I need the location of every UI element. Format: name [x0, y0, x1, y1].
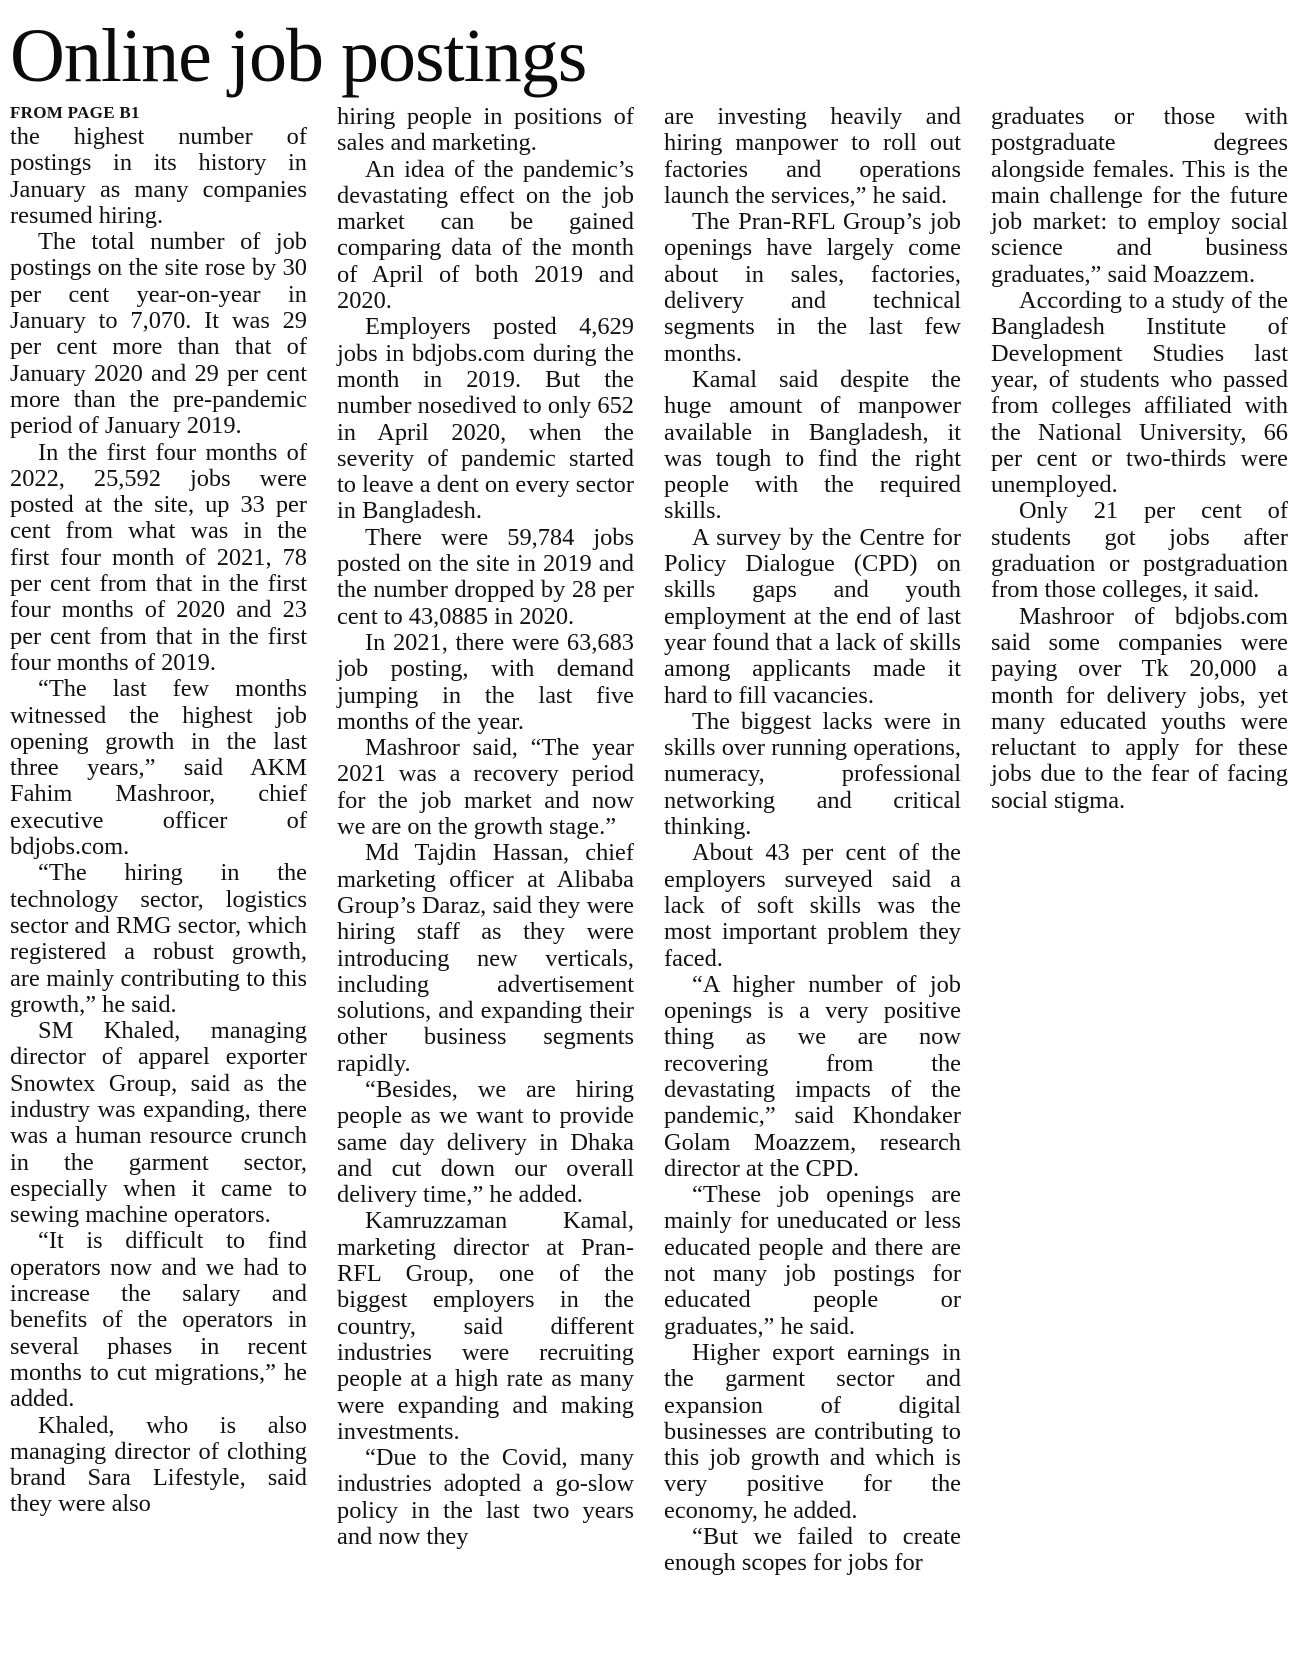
paragraph: “It is difficult to find operators now and we had to increase the salary and benefits of the operators in several phases in recent months to cut migrations,” he added. — [10, 1227, 307, 1413]
paragraph: Employers posted 4,629 jobs in bdjobs.com during the month in 2019. But the number nosedived to only 652 in April 2020, when the severity of pandemic started to leave a dent on every sector in Bangladesh. — [337, 313, 634, 525]
paragraph: Md Tajdin Hassan, chief marketing officer at Alibaba Group’s Daraz, said they were hiring staff as they were introducing new verticals, including advertisement solutions, and expanding their other business segments rapidly. — [337, 839, 634, 1077]
paragraph: “The hiring in the technology sector, logistics sector and RMG sector, which registered a robust growth, are mainly contributing to this growth,” he said. — [10, 859, 307, 1018]
paragraph: An idea of the pandemic’s devastating effect on the job market can be gained comparing data of the month of April of both 2019 and 2020. — [337, 155, 634, 315]
paragraph: Mashroor said, “The year 2021 was a recovery period for the job market and now we are on the growth stage.” — [337, 734, 634, 841]
paragraph: “A higher number of job openings is a very positive thing as we are now recovering from the devastating impacts of the pandemic,” said Khondaker Golam Moazzem, research director at the CPD. — [664, 970, 961, 1182]
paragraph: “The last few months witnessed the highest job opening growth in the last three years,” said AKM Fahim Mashroor, chief executive officer of bdjobs.com. — [10, 675, 307, 861]
article-column-1 — [10, 104, 307, 1518]
paragraph: “Besides, we are hiring people as we want to provide same day delivery in Dhaka and cut down our overall delivery time,” he added. — [337, 1075, 634, 1209]
paragraph: Kamal said despite the huge amount of manpower available in Bangladesh, it was tough to find the right people with the required skills. — [664, 365, 961, 525]
paragraph: There were 59,784 jobs posted on the site in 2019 and the number dropped by 28 per cent to 43,0885 in 2020. — [337, 523, 634, 630]
article-column-3 — [664, 104, 961, 1577]
paragraph: “These job openings are mainly for uneducated or less educated people and there are not many job postings for educated people or graduates,” he said. — [664, 1181, 961, 1340]
paragraph: The Pran-RFL Group’s job openings have largely come about in sales, factories, delivery and technical segments in the last few months. — [664, 208, 961, 367]
paragraph: Kamruzzaman Kamal, marketing director at Pran-RFL Group, one of the biggest employers in the country, said different industries were recruiting people at a high rate as many were expanding and making investments. — [337, 1207, 634, 1445]
paragraph: “But we failed to create enough scopes for jobs for — [664, 1523, 961, 1577]
paragraph: According to a study of the Bangladesh Institute of Development Studies last year, of students who passed from colleges affiliated with the National University, 66 per cent or two-thirds were unemployed. — [991, 287, 1288, 499]
paragraph: Khaled, who is also managing director of clothing brand Sara Lifestyle, said they were also — [10, 1411, 307, 1518]
paragraph: About 43 per cent of the employers surveyed said a lack of soft skills was the most important problem they faced. — [664, 839, 961, 972]
article-column-4 — [991, 104, 1288, 814]
paragraph: Higher export earnings in the garment sector and expansion of digital businesses are contributing to this job growth and which is very positive for the economy, he added. — [664, 1338, 961, 1524]
paragraph: A survey by the Centre for Policy Dialogue (CPD) on skills gaps and youth employment at the end of last year found that a lack of skills among applicants made it hard to fill vacancies. — [664, 523, 961, 709]
paragraph: the highest number of postings in its history in January as many companies resumed hiring. — [10, 123, 307, 229]
paragraph: The total number of job postings on the site rose by 30 per cent year-on-year in January to 7,070. It was 29 per cent more than that of January 2020 and 29 per cent more than the pre-pandemic period of January 2019. — [10, 228, 307, 440]
paragraph: Mashroor of bdjobs.com said some companies were paying over Tk 20,000 a month for delivery jobs, yet many educated youths were reluctant to apply for these jobs due to the fear of facing social stigma. — [991, 602, 1288, 814]
paragraph: Only 21 per cent of students got jobs after graduation or postgraduation from those colleges, it said. — [991, 497, 1288, 604]
article-column-2 — [337, 104, 634, 1550]
paragraph: SM Khaled, managing director of apparel exporter Snowtex Group, said as the industry was expanding, there was a human resource crunch in the garment sector, especially when it came to sewing machine operators. — [10, 1017, 307, 1229]
paragraph: In the first four months of 2022, 25,592 jobs were posted at the site, up 33 per cent from what was in the first four month of 2021, 78 per cent from that in the first four months of 2020 and 23 per cent from that in the first four months of 2019. — [10, 438, 307, 676]
paragraph: “Due to the Covid, many industries adopted a go-slow policy in the last two years and now they — [337, 1444, 634, 1551]
paragraph: The biggest lacks were in skills over running operations, numeracy, professional networking and critical thinking. — [664, 707, 961, 841]
paragraph: hiring people in positions of sales and marketing. — [337, 103, 634, 157]
paragraph: are investing heavily and hiring manpower to roll out factories and operations launch the services,” he said. — [664, 103, 961, 209]
paragraph: graduates or those with postgraduate degrees alongside females. This is the main challenge for the future job market: to employ social science and business graduates,” said Moazzem. — [991, 103, 1288, 288]
paragraph: In 2021, there were 63,683 job posting, with demand jumping in the last five months of the year. — [337, 628, 634, 735]
continued-from-kicker: FROM PAGE B1 — [10, 103, 140, 122]
headline: Online job postings — [10, 14, 587, 98]
